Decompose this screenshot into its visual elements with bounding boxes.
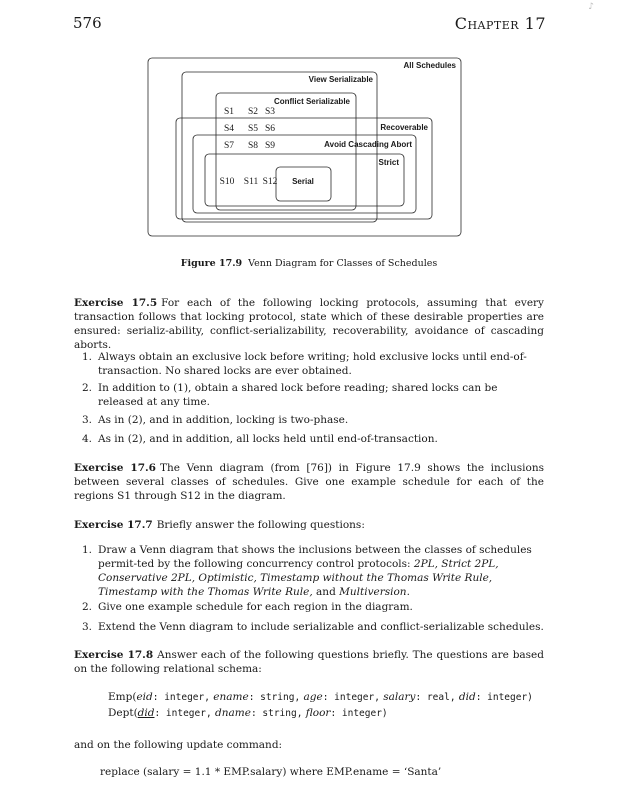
region-label-s1: S1 <box>223 107 235 117</box>
region-label-s9: S9 <box>264 141 276 151</box>
emp-ename: ename <box>209 691 249 703</box>
venn-diagram <box>0 0 618 260</box>
region-label-s5: S5 <box>247 124 259 134</box>
label-all-schedules: All Schedules <box>403 61 456 70</box>
ex177-item-2: 2. Give one example schedule for each region in the diagram. <box>82 600 544 614</box>
ex175-item-2: 2. In addition to (1), obtain a shared lock before reading; shared locks can be released at any time. <box>82 381 544 409</box>
conflict-serializable-box <box>216 93 356 210</box>
exercise-17-5-title: Exercise 17.5 <box>74 297 158 309</box>
emp-schema <box>108 690 533 705</box>
emp-name: Emp( <box>108 691 137 703</box>
dept-t1: : integer, <box>154 708 212 719</box>
region-label-s11: S11 <box>243 177 259 187</box>
region-label-s7: S7 <box>223 141 235 151</box>
label-serial: Serial <box>292 177 314 186</box>
ex177-multiversion: Multiversion <box>339 586 407 598</box>
caption-label: Figure 17.9 <box>180 258 243 269</box>
region-labels <box>220 107 278 187</box>
exercise-17-8-text: Answer each of the following questions briefly. The questions are based on the following relational schema: <box>74 649 544 675</box>
region-label-s10: S10 <box>219 177 235 187</box>
exercise-17-7 <box>74 518 544 532</box>
dept-schema <box>108 706 388 721</box>
emp-did: did <box>455 691 476 703</box>
exercise-17-6-title: Exercise 17.6 <box>74 462 156 474</box>
region-label-s3: S3 <box>264 107 276 117</box>
dept-floor: floor <box>302 707 331 719</box>
exercise-17-6 <box>74 461 544 503</box>
page-number: 576 <box>73 14 102 32</box>
recoverable-box <box>176 118 432 219</box>
emp-t3: : integer, <box>322 692 380 703</box>
ex175-item-2-text: In addition to (1), obtain a shared lock before reading; shared locks can be released at any time. <box>98 382 498 408</box>
exercise-17-7-text: Briefly answer the following questions: <box>156 519 365 531</box>
ex175-item-4-text: As in (2), and in addition, all locks held until end-of-transaction. <box>98 433 438 445</box>
dept-dname: dname <box>211 707 251 719</box>
ex177-item-1-text: Draw a Venn diagram that shows the inclusions between the classes of schedules permit-ted by the following concurrency control protocols: <box>98 544 532 570</box>
region-label-s12: S12 <box>262 177 278 187</box>
exercise-17-8 <box>74 648 544 676</box>
scan-mark: ♪ <box>588 2 594 12</box>
ex177-protocols: 2PL, Strict 2PL, Conservative 2PL, Optimistic, Timestamp without the Thomas Write Rule, Timestamp with the Thomas Write Rule, <box>98 558 499 598</box>
ex175-item-1-text: Always obtain an exclusive lock before writing; hold exclusive locks until end-of-transaction. No shared locks are ever obtained. <box>98 351 527 377</box>
chapter-title: Chapter 17 <box>454 14 546 33</box>
update-intro: and on the following update command: <box>74 739 283 751</box>
dept-t3: : integer) <box>330 708 388 719</box>
emp-salary: salary <box>379 691 416 703</box>
emp-t5: : integer) <box>475 692 533 703</box>
exercise-17-6-text: The Venn diagram (from [76]) in Figure 17.9 shows the inclusions between several classes of schedules. Give one example schedule for each of the regions S1 through S12 in the diagram. <box>74 462 544 502</box>
ex175-item-4: 4. As in (2), and in addition, all locks held until end-of-transaction. <box>82 432 544 446</box>
label-strict: Strict <box>378 158 399 167</box>
ex177-item-3-text: Extend the Venn diagram to include serializable and conflict-serializable schedules. <box>98 621 544 633</box>
region-label-s8: S8 <box>247 141 259 151</box>
label-recoverable: Recoverable <box>380 123 428 132</box>
exercise-17-5 <box>74 296 544 352</box>
dept-t2: : string, <box>250 708 303 719</box>
emp-t2: : string, <box>248 692 301 703</box>
ex177-item-3: 3. Extend the Venn diagram to include serializable and conflict-serializable schedules. <box>82 621 544 633</box>
ex177-item-1: 1. Draw a Venn diagram that shows the inclusions between the classes of schedules permit-ted by the following concurrency control protocols: 2PL, Strict 2PL, Conservative 2PL, Optimistic, Timestamp without the Thomas Write Rule, Timestamp with the Thomas Write Rule, and Multiversion. <box>82 544 532 598</box>
dept-did: did <box>137 707 155 719</box>
ex175-item-3-text: As in (2), and in addition, locking is two-phase. <box>98 414 349 426</box>
region-label-s2: S2 <box>247 107 259 117</box>
exercise-17-8-title: Exercise 17.8 <box>74 649 154 661</box>
emp-eid: eid <box>136 691 153 703</box>
emp-age: age <box>300 691 323 703</box>
label-view-serializable: View Serializable <box>308 75 373 84</box>
ex175-item-1: 1. Always obtain an exclusive lock before writing; hold exclusive locks until end-of-transaction. No shared locks are ever obtained. <box>82 350 544 378</box>
region-label-s6: S6 <box>264 124 276 134</box>
emp-t1: : integer, <box>152 692 210 703</box>
exercise-17-5-text: For each of the following locking protocols, assuming that every transaction follows that locking protocol, state which of these desirable properties are ensured: serializ-ability, conflict-serializability, recoverability, avoidance of cascading aborts. <box>74 297 544 351</box>
emp-t4: : real, <box>415 692 456 703</box>
all-schedules-box <box>148 58 461 236</box>
exercise-17-7-title: Exercise 17.7 <box>74 519 153 531</box>
ex177-period: . <box>406 586 410 598</box>
caption-text: Venn Diagram for Classes of Schedules <box>248 258 438 269</box>
dept-name: Dept( <box>108 707 138 719</box>
update-command: replace (salary = 1.1 * EMP.salary) where EMP.ename = ‘Santa’ <box>100 766 442 778</box>
region-label-s4: S4 <box>223 124 235 134</box>
label-conflict-serializable: Conflict Serializable <box>273 97 350 106</box>
label-avoid-cascading-abort: Avoid Cascading Abort <box>324 140 412 149</box>
figure-caption <box>0 258 618 269</box>
ex177-item-2-text: Give one example schedule for each region in the diagram. <box>98 601 413 613</box>
ex177-and: and <box>312 586 340 598</box>
ex175-item-3: 3. As in (2), and in addition, locking is two-phase. <box>82 413 544 427</box>
